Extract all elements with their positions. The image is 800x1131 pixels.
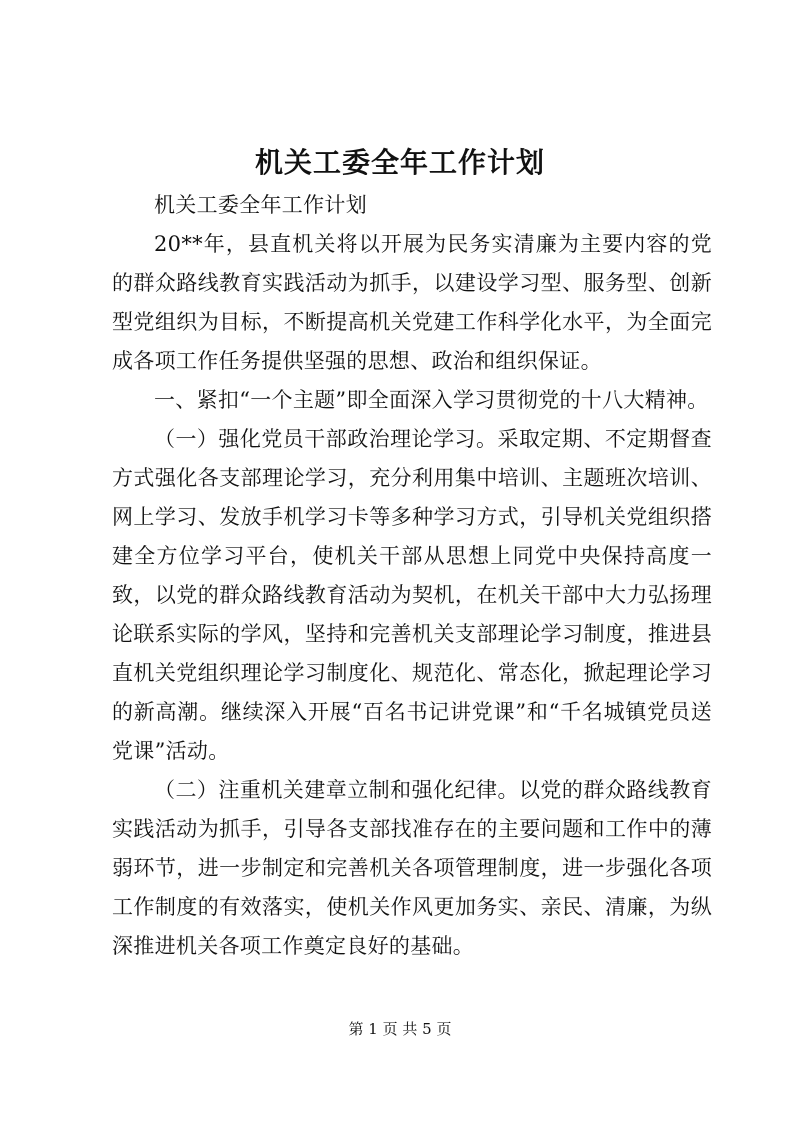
page-number-footer: 第 1 页 共 5 页 [348, 1020, 452, 1038]
document-body [112, 186, 712, 966]
paragraph-item-1: （一）强化党员干部政治理论学习。采取定期、不定期督查方式强化各支部理论学习，充分利用集中培训、主题班次培训、网上学习、发放手机学习卡等多种学习方式，引导机关党组织搭建全方位学习平台，使机关干部从思想上同党中央保持高度一致，以党的群众路线教育活动为契机，在机关干部中大力弘扬理论联系实际的学风，坚持和完善机关支部理论学习制度，推进县直机关党组织理论学习制度化、规范化、常态化，掀起理论学习的新高潮。继续深入开展“百名书记讲党课”和“千名城镇党员送党课”活动。 [112, 427, 712, 763]
paragraph-item-2: （二）注重机关建章立制和强化纪律。以党的群众路线教育实践活动为抓手，引导各支部找准存在的主要问题和工作中的薄弱环节，进一步制定和完善机关各项管理制度，进一步强化各项工作制度的有效落实，使机关作风更加务实、亲民、清廉，为纵深推进机关各项工作奠定良好的基础。 [112, 778, 712, 958]
paragraph-section-heading: 一、紧扣“一个主题”即全面深入学习贯彻党的十八大精神。 [154, 388, 709, 412]
paragraph-intro: 20**年，县直机关将以开展为民务实清廉为主要内容的党的群众路线教育实践活动为抓手，以建设学习型、服务型、创新型党组织为目标，不断提高机关党建工作科学化水平，为全面完成各项工作任务提供坚强的思想、政治和组织保证。 [112, 232, 712, 373]
document-title: 机关工委全年工作计划 [254, 146, 545, 179]
paragraph-subtitle: 机关工委全年工作计划 [154, 193, 367, 217]
